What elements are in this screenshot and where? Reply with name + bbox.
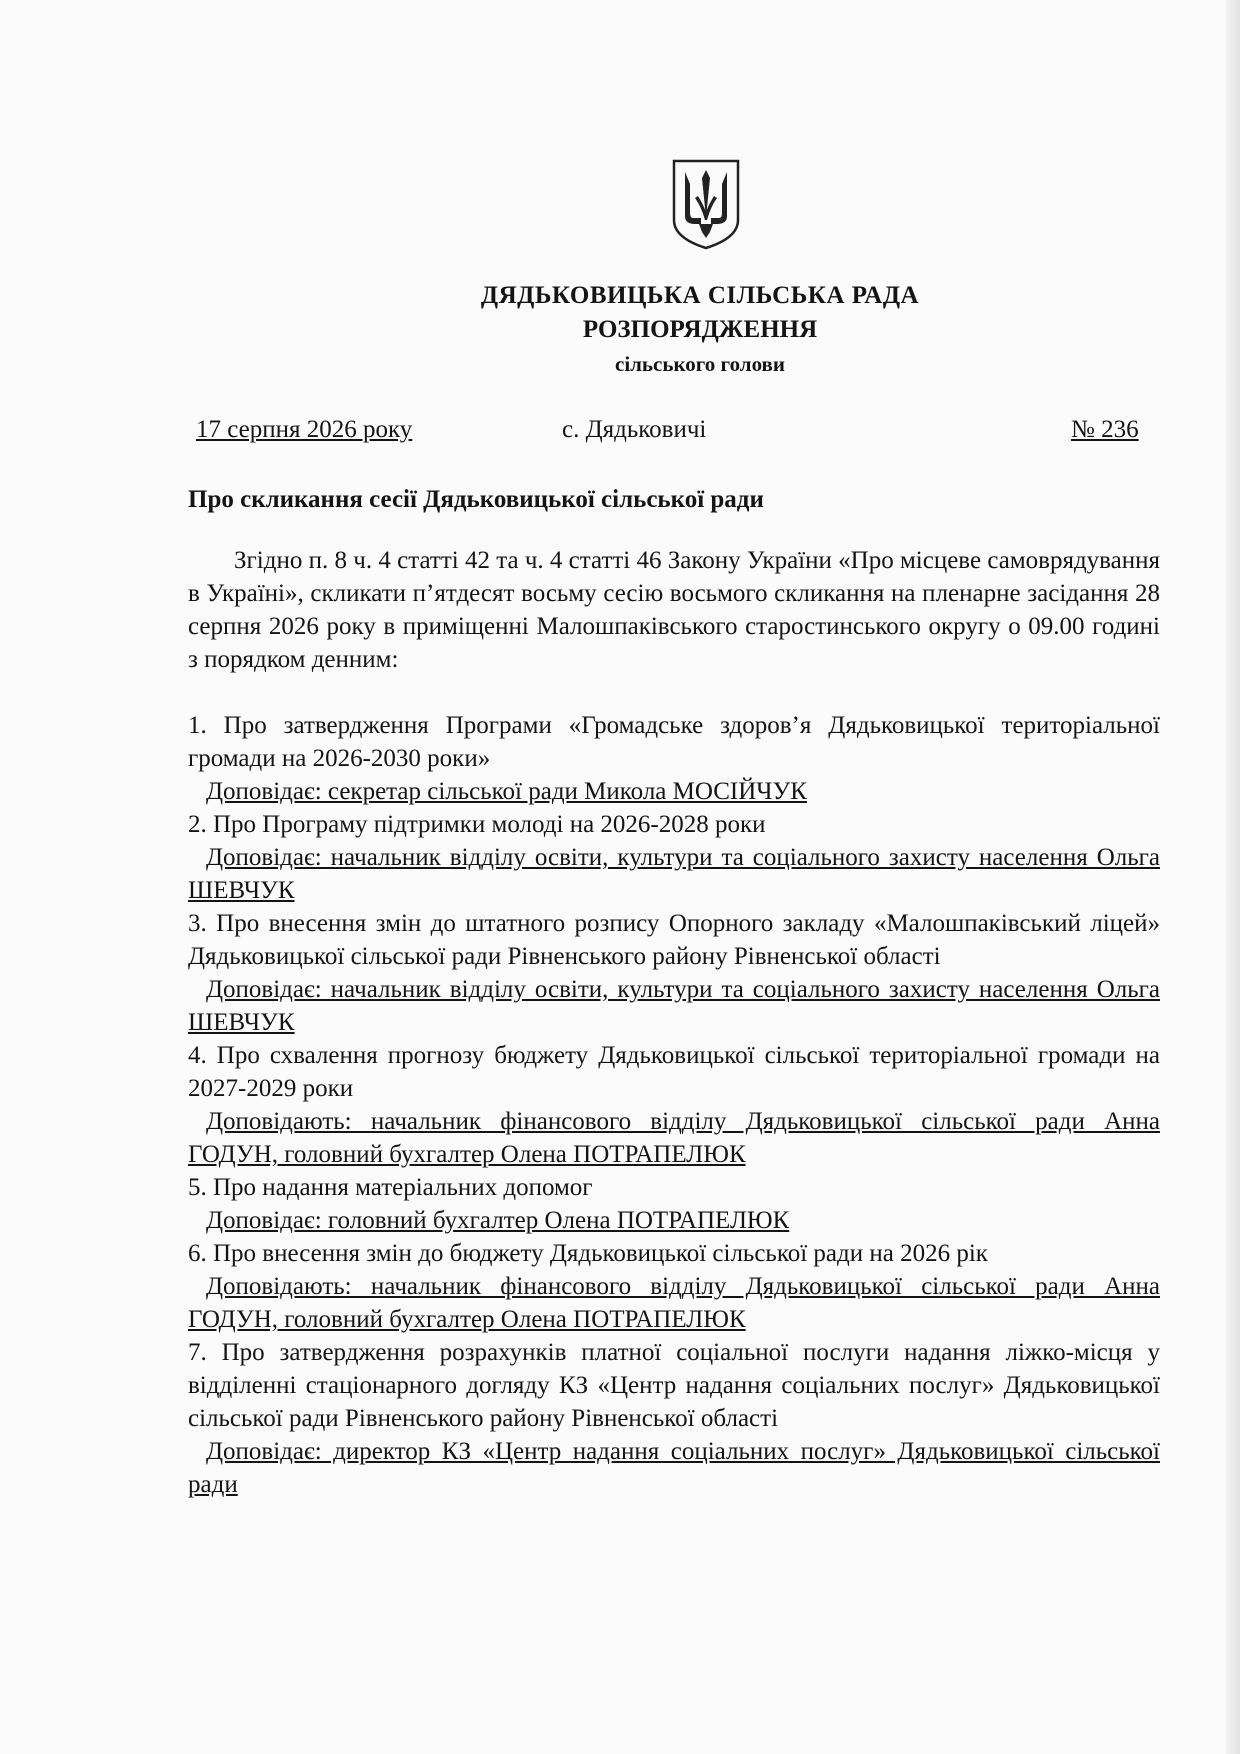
agenda-reporter: Доповідають: начальник фінансового відділу Дядьковицької сільської ради Анна ГОДУН, головний бухгалтер Олена ПОТРАПЕЛЮК <box>188 1273 1160 1333</box>
agenda-item: 7. Про затвердження розрахунків платної соціальної послуги надання ліжко-місця у відділенні стаціонарного догляду КЗ «Центр надання соціальних послуг» Дядьковицької сільської ради Рівненського району Рівненської області <box>188 1339 1160 1432</box>
agenda-reporter: Доповідають: начальник фінансового відділу Дядьковицької сільської ради Анна ГОДУН, головний бухгалтер Олена ПОТРАПЕЛЮК <box>188 1108 1160 1168</box>
issuer-title: сільського голови <box>615 352 785 376</box>
trident-emblem-icon <box>671 158 741 250</box>
document-subject: Про скликання сесії Дядьковицької сільської ради <box>188 486 764 513</box>
agenda-item: 6. Про внесення змін до бюджету Дядьковицької сільської ради на 2026 рік <box>188 1240 988 1267</box>
document-body <box>188 544 1160 1501</box>
document-date: 17 серпня 2026 року <box>196 416 413 443</box>
document-type: РОЗПОРЯДЖЕННЯ <box>582 316 818 343</box>
agenda-item: 3. Про внесення змін до штатного розпису Опорного закладу «Малошпаківський ліцей» Дядьковицької сільської ради Рівненського району Рівненської області <box>188 910 1160 970</box>
scan-edge <box>1226 0 1240 1754</box>
agenda-item: 2. Про Програму підтримки молоді на 2026-2028 роки <box>188 811 766 838</box>
agenda-reporter: Доповідає: секретар сільської ради Микола МОСІЙЧУК <box>206 778 807 805</box>
agenda-reporter: Доповідає: начальник відділу освіти, культури та соціального захисту населення Ольга ШЕВЧУК <box>188 976 1160 1036</box>
agenda-item: 5. Про надання матеріальних допомог <box>188 1174 593 1201</box>
document-number: № 236 <box>1071 416 1139 443</box>
agenda-reporter: Доповідає: головний бухгалтер Олена ПОТРАПЕЛЮК <box>206 1207 790 1234</box>
agenda-item: 4. Про схвалення прогнозу бюджету Дядьковицької сільської територіальної громади на 2027-2029 роки <box>188 1042 1160 1102</box>
agenda-reporter: Доповідає: начальник відділу освіти, культури та соціального захисту населення Ольга ШЕВЧУК <box>188 844 1160 904</box>
document-place: с. Дядьковичі <box>562 416 707 443</box>
agenda-item: 1. Про затвердження Програми «Громадське здоров’я Дядьковицької територіальної громади на 2026-2030 роки» <box>188 712 1160 772</box>
intro-paragraph: Згідно п. 8 ч. 4 статті 42 та ч. 4 статті 46 Закону України «Про місцеве самоврядування в Україні», скликати п’ятдесят восьму сесію восьмого скликання на пленарне засідання 28 серпня 2026 року в приміщенні Малошпаківського старостинського округу о 09.00 годині з порядком денним: <box>188 547 1160 673</box>
council-title: ДЯДЬКОВИЦЬКА СІЛЬСЬКА РАДА <box>480 282 920 309</box>
agenda-reporter: Доповідає: директор КЗ «Центр надання соціальних послуг» Дядьковицької сільської ради <box>188 1438 1160 1498</box>
